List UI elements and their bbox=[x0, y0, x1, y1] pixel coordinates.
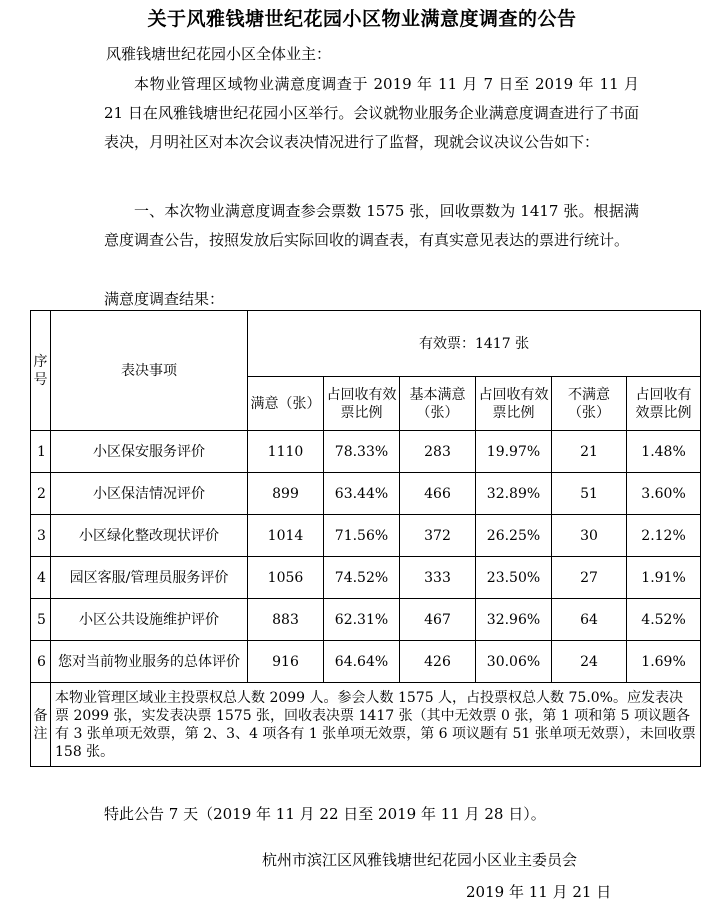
row-satisfied-pct: 71.56% bbox=[324, 515, 400, 557]
row-item: 小区公共设施维护评价 bbox=[51, 599, 248, 641]
row-unsatisfied: 51 bbox=[552, 473, 627, 515]
row-unsatisfied-pct: 3.60% bbox=[627, 473, 701, 515]
row-item: 您对当前物业服务的总体评价 bbox=[51, 641, 248, 683]
row-unsatisfied-pct: 1.69% bbox=[627, 641, 701, 683]
note-text: 本物业管理区域业主投票权总人数 2099 人。参会人数 1575 人，占投票权总人数 75.0%。应发表决票 2099 张，实发表决票 1575 张，回收表决票 1417 张（其中无效票 0 张，第 1 项和第 5 项议题各有 3 张单项无效票，第 2、3、4 项各有 1 张单项无效票，第 6 项议题有 51 张单项无效票），未回收票 158 张。 bbox=[51, 683, 701, 767]
subheader-satisfied: 满意（张） bbox=[248, 377, 324, 431]
row-unsatisfied: 24 bbox=[552, 641, 627, 683]
row-satisfied: 1110 bbox=[248, 431, 324, 473]
table-row bbox=[31, 599, 701, 641]
document-title: 关于风雅钱塘世纪花园小区物业满意度调查的公告 bbox=[147, 8, 577, 30]
row-basic: 426 bbox=[400, 641, 476, 683]
row-unsatisfied-pct: 4.52% bbox=[627, 599, 701, 641]
row-satisfied-pct: 63.44% bbox=[324, 473, 400, 515]
row-basic: 333 bbox=[400, 557, 476, 599]
row-item: 小区绿化整改现状评价 bbox=[51, 515, 248, 557]
row-item: 小区保洁情况评价 bbox=[51, 473, 248, 515]
row-basic: 467 bbox=[400, 599, 476, 641]
subheader-satisfied-pct: 占回收有效票比例 bbox=[324, 377, 400, 431]
signature: 杭州市滨江区风雅钱塘世纪花园小区业主委员会 bbox=[262, 851, 578, 869]
header-valid-votes: 有效票：1417 张 bbox=[248, 311, 701, 377]
row-satisfied: 899 bbox=[248, 473, 324, 515]
row-basic: 283 bbox=[400, 431, 476, 473]
subheader-basic-pct: 占回收有效票比例 bbox=[476, 377, 552, 431]
row-basic-pct: 26.25% bbox=[476, 515, 552, 557]
row-basic-pct: 30.06% bbox=[476, 641, 552, 683]
row-index: 1 bbox=[31, 431, 51, 473]
subheader-basic: 基本满意（张） bbox=[400, 377, 476, 431]
note-label: 备注 bbox=[31, 683, 51, 767]
row-unsatisfied: 30 bbox=[552, 515, 627, 557]
row-satisfied-pct: 78.33% bbox=[324, 431, 400, 473]
row-satisfied-pct: 64.64% bbox=[324, 641, 400, 683]
table-row bbox=[31, 641, 701, 683]
notice-date: 2019 年 11 月 21 日 bbox=[466, 883, 612, 901]
header-index: 序号 bbox=[31, 311, 51, 431]
row-index: 6 bbox=[31, 641, 51, 683]
table-row bbox=[31, 515, 701, 557]
subheader-unsatisfied: 不满意（张） bbox=[552, 377, 627, 431]
notice-period: 特此公告 7 天（2019 年 11 月 22 日至 2019 年 11 月 28 日）。 bbox=[104, 805, 546, 823]
row-basic: 466 bbox=[400, 473, 476, 515]
intro-paragraph: 本物业管理区域物业满意度调查于 2019 年 11 月 7 日至 2019 年 11 月 21 日在风雅钱塘世纪花园小区举行。会议就物业服务企业满意度调查进行了书面表决，月明社区对本次会议表决情况进行了监督，现就会议决议公告如下： bbox=[104, 75, 639, 151]
table-row bbox=[31, 431, 701, 473]
table-row bbox=[31, 557, 701, 599]
row-item: 园区客服/管理员服务评价 bbox=[51, 557, 248, 599]
salutation: 风雅钱塘世纪花园小区全体业主： bbox=[106, 45, 332, 63]
row-unsatisfied: 27 bbox=[552, 557, 627, 599]
row-index: 2 bbox=[31, 473, 51, 515]
header-item: 表决事项 bbox=[51, 311, 248, 431]
row-unsatisfied-pct: 1.91% bbox=[627, 557, 701, 599]
row-unsatisfied-pct: 1.48% bbox=[627, 431, 701, 473]
row-satisfied-pct: 62.31% bbox=[324, 599, 400, 641]
row-basic-pct: 23.50% bbox=[476, 557, 552, 599]
row-basic: 372 bbox=[400, 515, 476, 557]
row-unsatisfied: 21 bbox=[552, 431, 627, 473]
row-item: 小区保安服务评价 bbox=[51, 431, 248, 473]
row-basic-pct: 32.96% bbox=[476, 599, 552, 641]
results-table bbox=[30, 310, 701, 767]
table-row bbox=[31, 473, 701, 515]
row-unsatisfied: 64 bbox=[552, 599, 627, 641]
row-index: 4 bbox=[31, 557, 51, 599]
row-satisfied: 1014 bbox=[248, 515, 324, 557]
row-index: 3 bbox=[31, 515, 51, 557]
row-basic-pct: 32.89% bbox=[476, 473, 552, 515]
row-index: 5 bbox=[31, 599, 51, 641]
vote-count-paragraph: 一、本次物业满意度调查参会票数 1575 张，回收票数为 1417 张。根据满意度调查公告，按照发放后实际回收的调查表，有真实意见表达的票进行统计。 bbox=[104, 202, 639, 249]
row-basic-pct: 19.97% bbox=[476, 431, 552, 473]
row-satisfied: 883 bbox=[248, 599, 324, 641]
row-satisfied: 1056 bbox=[248, 557, 324, 599]
result-label: 满意度调查结果： bbox=[104, 290, 225, 308]
row-satisfied: 916 bbox=[248, 641, 324, 683]
row-satisfied-pct: 74.52% bbox=[324, 557, 400, 599]
row-unsatisfied-pct: 2.12% bbox=[627, 515, 701, 557]
subheader-unsatisfied-pct: 占回收有效票比例 bbox=[627, 377, 701, 431]
